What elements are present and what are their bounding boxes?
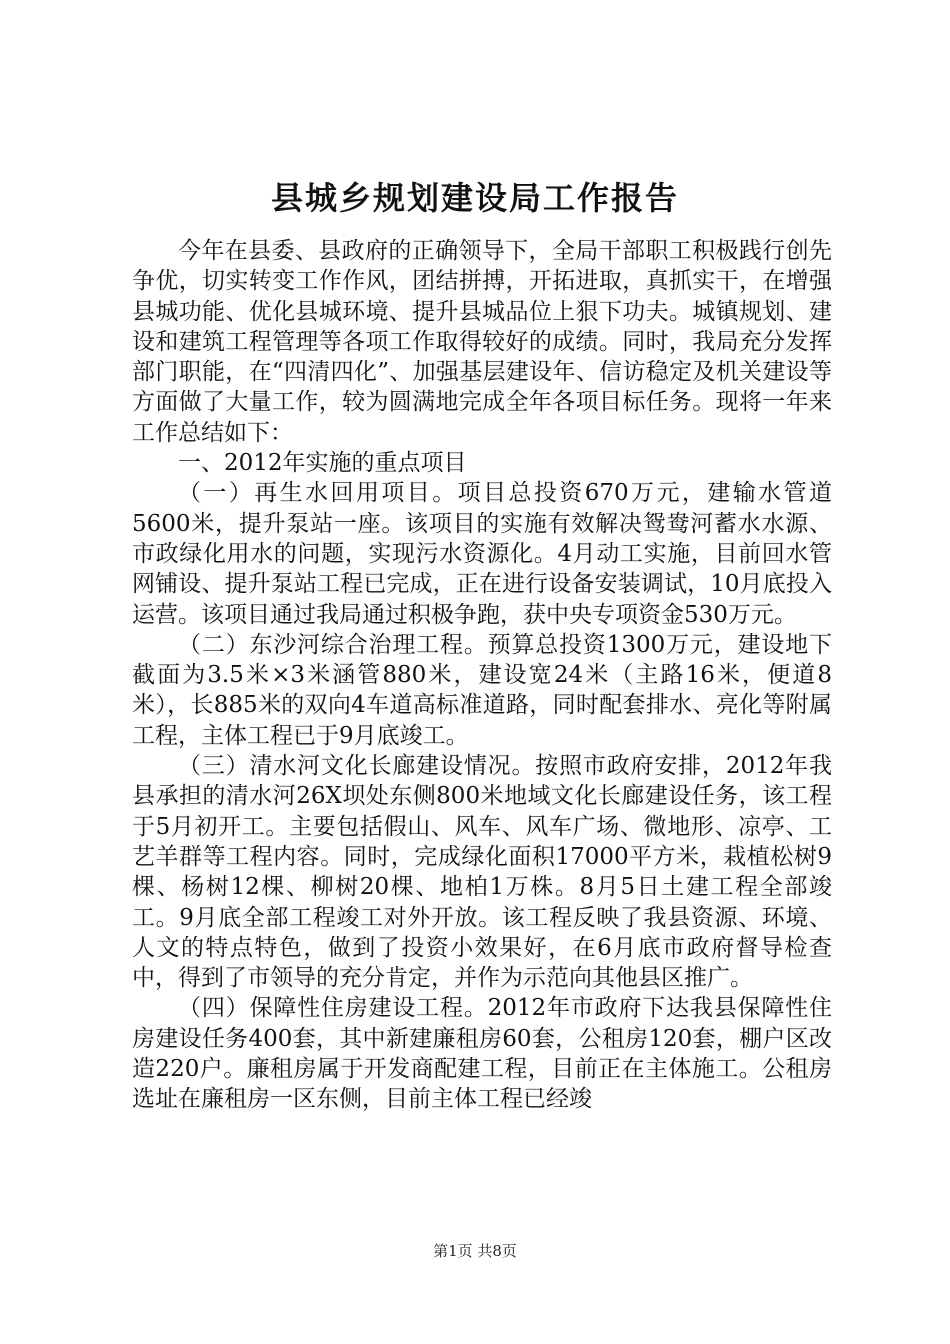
paragraph-item-2: （二）东沙河综合治理工程。预算总投资1300万元，建设地下截面为3.5米×3米涵管880米，建设宽24米（主路16米，便道8米），长885米的双向4车道高标准道路，同时配套排水、亮化等附属工程，主体工程已于9月底竣工。	[132, 631, 832, 749]
paragraph-intro: 今年在县委、县政府的正确领导下，全局干部职工积极践行创先争优，切实转变工作作风，团结拼搏，开拓进取，真抓实干，在增强县城功能、优化县城环境、提升县城品位上狠下功夫。城镇规划、建设和建筑工程管理等各项工作取得较好的成绩。同时，我局充分发挥部门职能，在“四清四化”、加强基层建设年、信访稳定及机关建设等方面做了大量工作，较为圆满地完成全年各项目标任务。现将一年来工作总结如下：	[132, 238, 832, 446]
paragraph-item-3: （三）清水河文化长廊建设情况。按照市政府安排，2012年我县承担的清水河26X坝处东侧800米地域文化长廊建设任务，该工程于5月初开工。主要包括假山、风车、风车广场、微地形、凉亭、工艺羊群等工程内容。同时，完成绿化面积17000平方米，栽植松树9棵、杨树12棵、柳树20棵、地柏1万株。8月5日土建工程全部竣工。9月底全部工程竣工对外开放。该工程反映了我县资源、环境、人文的特点特色，做到了投资小效果好，在6月底市政府督导检查中，得到了市领导的充分肯定，并作为示范向其他县区推广。	[132, 753, 832, 992]
page-footer: 第1页 共8页	[433, 1242, 517, 1260]
section-heading: 一、2012年实施的重点项目	[178, 450, 467, 477]
document-title: 县城乡规划建设局工作报告	[270, 179, 679, 217]
paragraph-item-1: （一）再生水回用项目。项目总投资670万元，建输水管道5600米，提升泵站一座。该项目的实施有效解决鸳鸯河蓄水水源、市政绿化用水的问题，实现污水资源化。4月动工实施，目前回水管网铺设、提升泵站工程已完成，正在进行设备安装调试，10月底投入运营。该项目通过我局通过积极争跑，获中央专项资金530万元。	[132, 480, 832, 628]
document-body	[132, 236, 832, 1115]
paragraph-item-4: （四）保障性住房建设工程。2012年市政府下达我县保障性住房建设任务400套，其中新建廉租房60套，公租房120套，棚户区改造220户。廉租房属于开发商配建工程，目前正在主体施工。公租房选址在廉租房一区东侧，目前主体工程已经竣	[132, 995, 832, 1113]
